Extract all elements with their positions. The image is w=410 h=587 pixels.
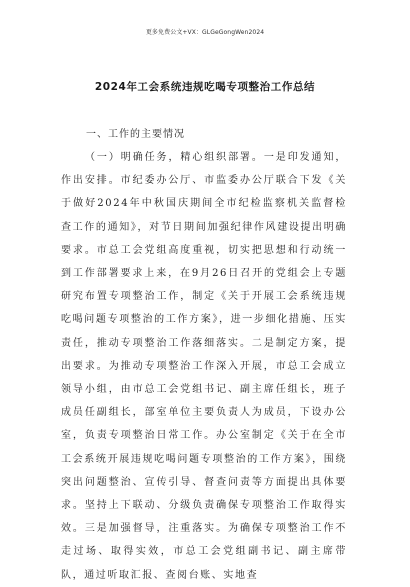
document-title: 2024年工会系统违规吃喝专项整治工作总结 [94,81,316,93]
section-heading: 一、工作的主要情况 [86,129,185,140]
body-paragraph: （一）明确任务，精心组织部署。一是印发通知，作出安排。市纪委办公厅、市监委办公厅联合下发《关于做好2024年中秋国庆期间全市纪检监察机关监督检查工作的通知》，对节日期间加强纪律作风建设提出明确要求。市总工会党组高度重视，切实把思想和行动统一到工作部署要求上来，在9月26日召开的党组会上专题研究布置专项整治工作，制定《关于开展工会系统违规吃喝问题专项整治的工作方案》，进一步细化措施、压实责任，推动专项整治工作落细落实。二是制定方案，提出要求。为推动专项整治工作深入开展，市总工会成立领导小组，由市总工会党组书记、副主席任组长，班子成员任副组长，部室单位主要负责人为成员，下设办公室，负责专项整治日常工作。办公室制定《关于在全市工会系统开展违规吃喝问题专项整治的工作方案》，围绕突出问题整治、宣传引导、督查问责等方面提出具体要求。坚持上下联动、分级负责确保专项整治工作取得实效。三是加强督导，注重落实。为确保专项整治工作不走过场、取得实效，市总工会党组副书记、副主席带队，通过听取汇报、查阅台账、实地查 [61,152,347,581]
header-note: 更多免费公文+VX：GLGeGongWen2024 [145,29,265,36]
